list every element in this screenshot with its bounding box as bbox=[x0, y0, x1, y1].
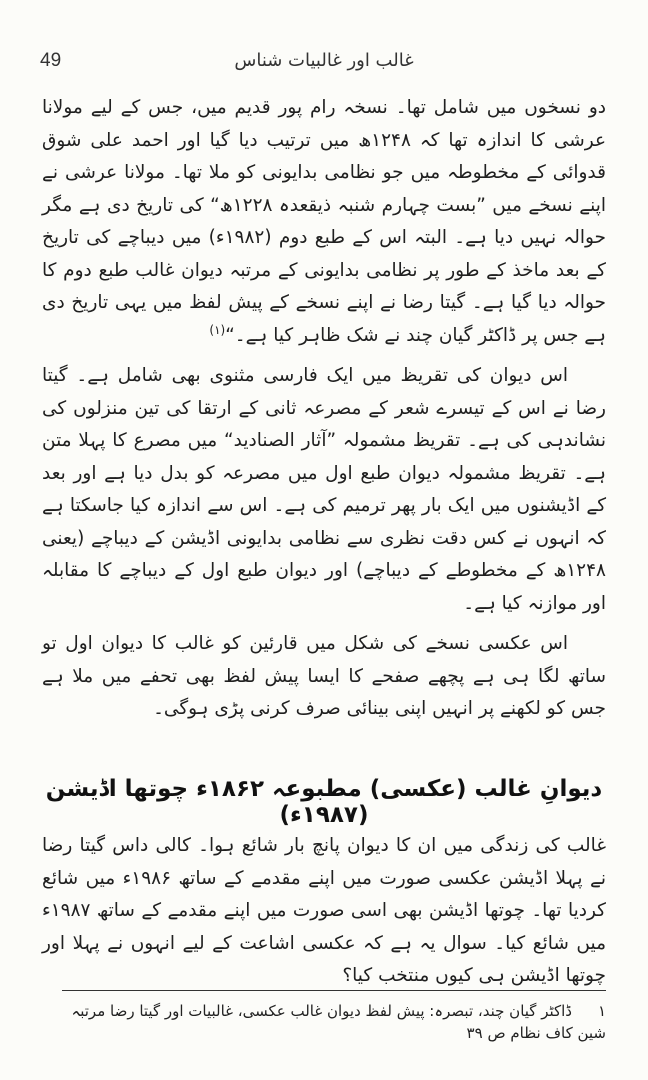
footnote bbox=[42, 1000, 606, 1044]
running-title: غالب اور غالبیات شناس bbox=[234, 50, 414, 71]
paragraph: اس دیوان کی تقریظ میں ایک فارسی مثنوی بھی شامل ہے۔ گیتا رضا نے اس کے تیسرے شعر کے مصرعہ ثانی کے ارتقا کی تین منزلوں کی نشاندہی کی ہے۔ تقریظ مشمولہ ”آثار الصنادید“ میں مصرع کا پہلا متن ہے۔ تقریظ مشمولہ دیوان طبع اول میں مصرعہ کو بدل دیا ہے اور بعد کے اڈیشنوں میں ایک بار پھر ترمیم کی ہے۔ اس سے اندازہ کیا جاسکتا ہے کہ انہوں نے کس دقت نظری سے نظامی بدایونی اڈیشن کے دیباچے (یعنی ۱۲۴۸ھ کے مخطوطے کے دیباچے) اور دیوان طبع اول کے دیباچے کا مقابلہ اور موازنہ کیا ہے۔ bbox=[42, 365, 606, 614]
body-text bbox=[42, 92, 606, 726]
footnote-number: ۱ bbox=[597, 1002, 606, 1020]
paragraph: غالب کی زندگی میں ان کا دیوان پانچ بار شائع ہوا۔ کالی داس گیتا رضا نے پہلا اڈیشن عکسی صورت میں اپنے مقدمے کے ساتھ ۱۹۸۶ء میں شائع کردیا تھا۔ چوتھا اڈیشن بھی اسی صورت میں اپنے مقدمے کے ساتھ ۱۹۸۷ء میں شائع کیا۔ سوال یہ ہے کہ عکسی اشاعت کے لیے انہوں نے پہلا اور چوتھا اڈیشن ہی کیوں منتخب کیا؟ bbox=[42, 835, 606, 986]
quoted-paragraph bbox=[42, 92, 606, 352]
paragraph-text: دو نسخوں میں شامل تھا۔ نسخہ رام پور قدیم میں، جس کے لیے مولانا عرشی کا اندازہ تھا کہ ۱۲۴۸ھ میں ترتیب دیا گیا اور احمد علی شوق قدوائی کے مخطوطہ میں جو نظامی بدایونی کو ملا تھا۔ مولانا عرشی نے اپنے نسخے میں ”بست چہارم شنبہ ذیقعدہ ۱۲۲۸ھ“ کی تاریخ دی ہے مگر حوالہ نہیں دیا ہے۔ البتہ اس کے طبع دوم (۱۹۸۲ء) میں دیباچے کی تاریخ کے بعد ماخذ کے طور پر نظامی بدایونی کے مرتبہ دیوان غالب طبع دوم کا حوالہ دیا گیا ہے۔ گیتا رضا نے اپنے نسخے کے پیش لفظ میں یہی تاریخ دی ہے جس پر ڈاکٹر گیان چند نے شک ظاہر کیا ہے۔“ bbox=[42, 97, 606, 346]
section-body bbox=[42, 830, 606, 993]
footnote-divider bbox=[62, 990, 606, 991]
page-number: 49 bbox=[40, 50, 62, 71]
section-heading: دیوانِ غالب (عکسی) مطبوعہ ۱۸۶۲ء چوتھا اڈیشن (۱۹۸۷ء) bbox=[45, 776, 603, 828]
paragraph: اس عکسی نسخے کی شکل میں قارئین کو غالب کا دیوان اول تو ساتھ لگا ہی ہے پچھے صفحے کا ایسا پیش لفظ بھی تحفے میں ملا ہے جس کو لکھنے پر انہیں اپنی بینائی صرف کرنی پڑی ہوگی۔ bbox=[42, 633, 606, 719]
running-head bbox=[40, 50, 608, 80]
footnote-text: ڈاکٹر گیان چند، تبصرہ: پیش لفظ دیوان غالب عکسی، غالبیات اور گیتا رضا مرتبہ شین کاف نظام ص ۳۹ bbox=[71, 1002, 606, 1042]
footnote-reference: (۱) bbox=[209, 322, 226, 337]
